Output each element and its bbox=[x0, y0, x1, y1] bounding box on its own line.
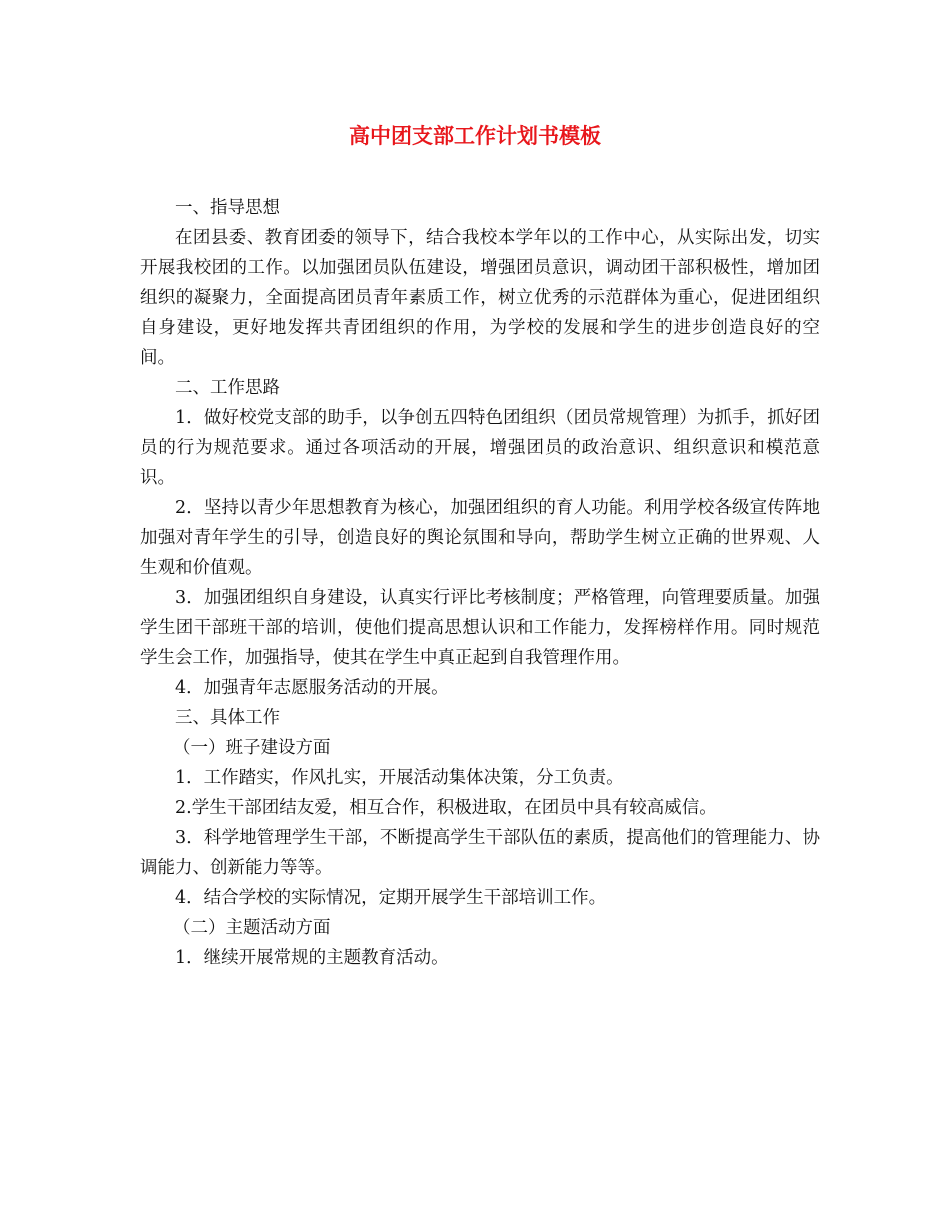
subsection-heading: （一）班子建设方面 bbox=[173, 738, 331, 758]
document-title: 高中团支部工作计划书模板 bbox=[349, 124, 601, 148]
section-heading: 二、工作思路 bbox=[175, 378, 280, 398]
paragraph: 2.学生干部团结友爱，相互合作，积极进取，在团员中具有较高威信。 bbox=[175, 798, 717, 818]
section-heading: 三、具体工作 bbox=[175, 708, 280, 728]
paragraph: 4．结合学校的实际情况，定期开展学生干部培训工作。 bbox=[175, 888, 607, 908]
paragraph: 3．科学地管理学生干部，不断提高学生干部队伍的素质，提高他们的管理能力、协调能力、创新能力等等。 bbox=[140, 828, 820, 878]
paragraph: 3．加强团组织自身建设，认真实行评比考核制度；严格管理，向管理要质量。加强学生团干部班干部的培训，使他们提高思想认识和工作能力，发挥榜样作用。同时规范学生会工作，加强指导，使其在学生中真正起到自我管理作用。 bbox=[140, 588, 820, 668]
paragraph: 2．坚持以青少年思想教育为核心，加强团组织的育人功能。利用学校各级宣传阵地加强对青年学生的引导，创造良好的舆论氛围和导向，帮助学生树立正确的世界观、人生观和价值观。 bbox=[140, 498, 820, 578]
subsection-heading: （二）主题活动方面 bbox=[173, 918, 331, 938]
document-body bbox=[140, 193, 820, 973]
section-heading: 一、指导思想 bbox=[175, 198, 280, 218]
paragraph: 1．做好校党支部的助手，以争创五四特色团组织（团员常规管理）为抓手，抓好团员的行为规范要求。通过各项活动的开展，增强团员的政治意识、组织意识和模范意识。 bbox=[140, 408, 820, 488]
paragraph: 4．加强青年志愿服务活动的开展。 bbox=[175, 678, 449, 698]
paragraph: 1．继续开展常规的主题教育活动。 bbox=[175, 948, 449, 968]
paragraph: 1．工作踏实，作风扎实，开展活动集体决策，分工负责。 bbox=[175, 768, 624, 788]
paragraph: 在团县委、教育团委的领导下，结合我校本学年以的工作中心，从实际出发，切实开展我校团的工作。以加强团员队伍建设，增强团员意识，调动团干部积极性，增加团组织的凝聚力，全面提高团员青年素质工作，树立优秀的示范群体为重心，促进团组织自身建设，更好地发挥共青团组织的作用，为学校的发展和学生的进步创造良好的空间。 bbox=[140, 228, 820, 368]
